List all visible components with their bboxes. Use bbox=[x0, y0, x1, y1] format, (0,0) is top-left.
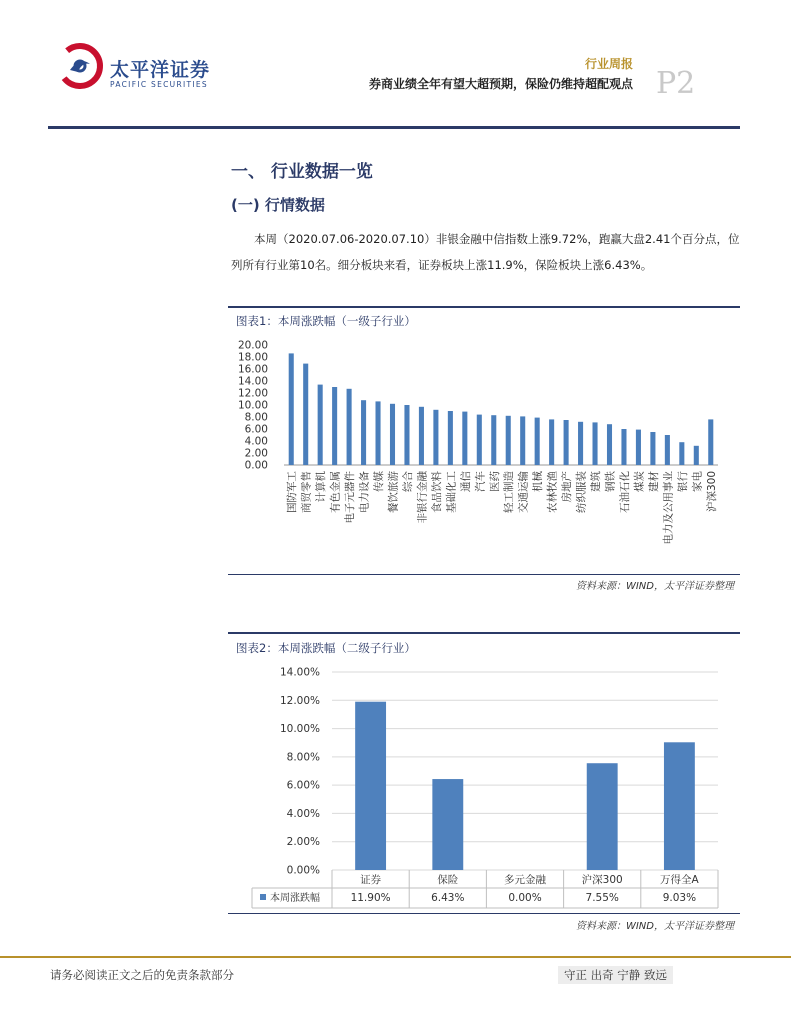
y-tick-label: 10.00 bbox=[237, 399, 268, 412]
table-value: 6.43% bbox=[431, 892, 465, 904]
x-category-label: 银行 bbox=[676, 471, 689, 492]
table-value: 0.00% bbox=[508, 892, 542, 904]
x-category-label: 电力设备 bbox=[358, 471, 371, 513]
subsection-heading: (一) 行情数据 bbox=[231, 196, 325, 214]
bar bbox=[665, 435, 670, 465]
bar bbox=[650, 432, 655, 465]
bar bbox=[664, 742, 695, 870]
table-value: 7.55% bbox=[585, 892, 619, 904]
x-category-label: 机械 bbox=[532, 471, 545, 492]
section-heading: 一、 行业数据一览 bbox=[231, 162, 373, 182]
bar bbox=[621, 429, 626, 465]
bar bbox=[419, 407, 424, 465]
x-category-label: 石油石化 bbox=[618, 471, 631, 513]
bar bbox=[520, 416, 525, 465]
figure1-title: 图表1：本周涨跌幅（一级子行业） bbox=[236, 314, 416, 328]
footer-divider bbox=[0, 956, 791, 958]
y-tick-label: 10.00% bbox=[279, 723, 320, 736]
y-tick-label: 6.00% bbox=[286, 779, 320, 792]
x-category-label: 纺织服装 bbox=[575, 471, 588, 513]
x-category-label: 轻工制造 bbox=[503, 471, 516, 513]
bar bbox=[549, 419, 554, 465]
x-category-label: 电子元器件 bbox=[344, 471, 357, 524]
figure2-title: 图表2：本周涨跌幅（二级子行业） bbox=[236, 641, 416, 655]
x-category-label: 有色金属 bbox=[329, 471, 342, 513]
y-tick-label: 4.00 bbox=[244, 435, 268, 448]
x-category-label: 电力及公用事业 bbox=[662, 471, 675, 545]
logo-name-en: PACIFIC SECURITIES bbox=[110, 80, 208, 89]
x-category-label: 国防军工 bbox=[286, 471, 299, 513]
logo-name-cn: 太平洋证券 bbox=[110, 59, 211, 81]
x-category-label: 非银行金融 bbox=[416, 471, 429, 524]
x-category-label: 万得全A bbox=[660, 874, 699, 886]
x-category-label: 商贸零售 bbox=[300, 471, 313, 513]
table-value: 11.90% bbox=[350, 892, 391, 904]
x-category-label: 建筑 bbox=[590, 471, 603, 492]
y-tick-label: 0.00 bbox=[244, 459, 268, 472]
figure1-bottom-rule bbox=[228, 574, 740, 575]
bar bbox=[361, 400, 366, 465]
footer-disclaimer: 请务必阅读正文之后的免责条款部分 bbox=[50, 968, 234, 982]
x-category-label: 煤炭 bbox=[633, 471, 646, 492]
y-tick-label: 0.00% bbox=[286, 864, 320, 877]
report-type: 行业周报 bbox=[584, 57, 633, 71]
bar bbox=[355, 702, 386, 870]
bar bbox=[462, 412, 467, 465]
x-category-label: 汽车 bbox=[474, 471, 487, 492]
y-tick-label: 18.00 bbox=[237, 351, 268, 364]
y-tick-label: 6.00 bbox=[244, 423, 268, 436]
figure1-top-rule bbox=[228, 306, 740, 308]
header-divider bbox=[48, 126, 740, 129]
figure1-source: 资料来源：WIND，太平洋证券整理 bbox=[575, 581, 734, 592]
x-category-label: 沪深300 bbox=[581, 874, 623, 886]
bar bbox=[404, 405, 409, 465]
x-category-label: 传媒 bbox=[373, 471, 386, 492]
bar bbox=[587, 763, 618, 870]
bar bbox=[432, 779, 463, 870]
bar bbox=[303, 364, 308, 465]
x-category-label: 综合 bbox=[401, 471, 414, 492]
bar bbox=[289, 353, 294, 465]
bar bbox=[506, 416, 511, 465]
bar bbox=[448, 411, 453, 465]
x-category-label: 通信 bbox=[459, 471, 472, 492]
y-tick-label: 4.00% bbox=[286, 807, 320, 820]
x-category-label: 多元金融 bbox=[504, 874, 546, 886]
x-category-label: 餐饮旅游 bbox=[387, 471, 400, 513]
x-category-label: 计算机 bbox=[315, 471, 328, 503]
y-tick-label: 16.00 bbox=[237, 363, 268, 376]
x-category-label: 交通运输 bbox=[517, 471, 530, 513]
y-tick-label: 12.00% bbox=[279, 694, 320, 707]
y-tick-label: 8.00% bbox=[286, 751, 320, 764]
x-category-label: 沪深300 bbox=[705, 471, 718, 513]
bar bbox=[607, 424, 612, 465]
bar bbox=[578, 422, 583, 465]
x-category-label: 基础化工 bbox=[445, 471, 458, 513]
table-value: 9.03% bbox=[662, 892, 697, 904]
x-category-label: 食品饮料 bbox=[430, 471, 443, 513]
figure2-source: 资料来源：WIND，太平洋证券整理 bbox=[575, 921, 734, 932]
bar bbox=[593, 422, 598, 465]
report-title: 券商业绩全年有望大超预期，保险仍维持超配观点 bbox=[368, 77, 633, 91]
bar bbox=[477, 415, 482, 465]
y-tick-label: 2.00% bbox=[286, 836, 320, 849]
bar bbox=[347, 389, 352, 465]
y-tick-label: 14.00 bbox=[237, 375, 268, 388]
bar bbox=[694, 446, 699, 465]
y-tick-label: 8.00 bbox=[244, 411, 268, 424]
legend-label: 本周涨跌幅 bbox=[270, 893, 320, 904]
y-tick-label: 2.00 bbox=[244, 447, 268, 460]
y-tick-label: 14.00% bbox=[279, 666, 320, 679]
x-category-label: 家电 bbox=[691, 471, 704, 492]
footer-motto: 守正 出奇 宁静 致远 bbox=[558, 966, 673, 984]
bar bbox=[491, 415, 496, 465]
bar bbox=[535, 418, 540, 465]
bar bbox=[679, 442, 684, 465]
body-paragraph: 本周（2020.07.06-2020.07.10）非银金融中信指数上涨9.72%，跑赢大盘2.41个百分点，位列所有行业第10名。细分板块来看，证券板块上涨11.9%，保险板块上涨6.43%。 bbox=[231, 232, 740, 272]
x-category-label: 钢铁 bbox=[604, 471, 617, 492]
x-category-label: 房地产 bbox=[561, 471, 574, 503]
bar bbox=[318, 385, 323, 465]
x-category-label: 建材 bbox=[647, 471, 660, 492]
figure2-top-rule bbox=[228, 632, 740, 634]
x-category-label: 保险 bbox=[437, 874, 459, 886]
bar bbox=[376, 401, 381, 465]
bar bbox=[332, 387, 337, 465]
figure2-chart bbox=[228, 660, 740, 912]
page-number: P2 bbox=[656, 66, 696, 101]
bar bbox=[708, 419, 713, 465]
y-tick-label: 12.00 bbox=[237, 387, 268, 400]
bar bbox=[564, 420, 569, 465]
y-tick-label: 20.00 bbox=[237, 339, 268, 352]
x-category-label: 农林牧渔 bbox=[546, 471, 559, 513]
bar bbox=[433, 410, 438, 465]
x-category-label: 医药 bbox=[488, 471, 501, 492]
legend-swatch bbox=[260, 894, 266, 900]
figure1-chart bbox=[228, 335, 740, 573]
bar bbox=[636, 430, 641, 465]
figure2-bottom-rule bbox=[228, 913, 740, 914]
bar bbox=[390, 404, 395, 465]
pacific-securities-logo bbox=[56, 42, 104, 90]
x-category-label: 证券 bbox=[360, 874, 382, 886]
